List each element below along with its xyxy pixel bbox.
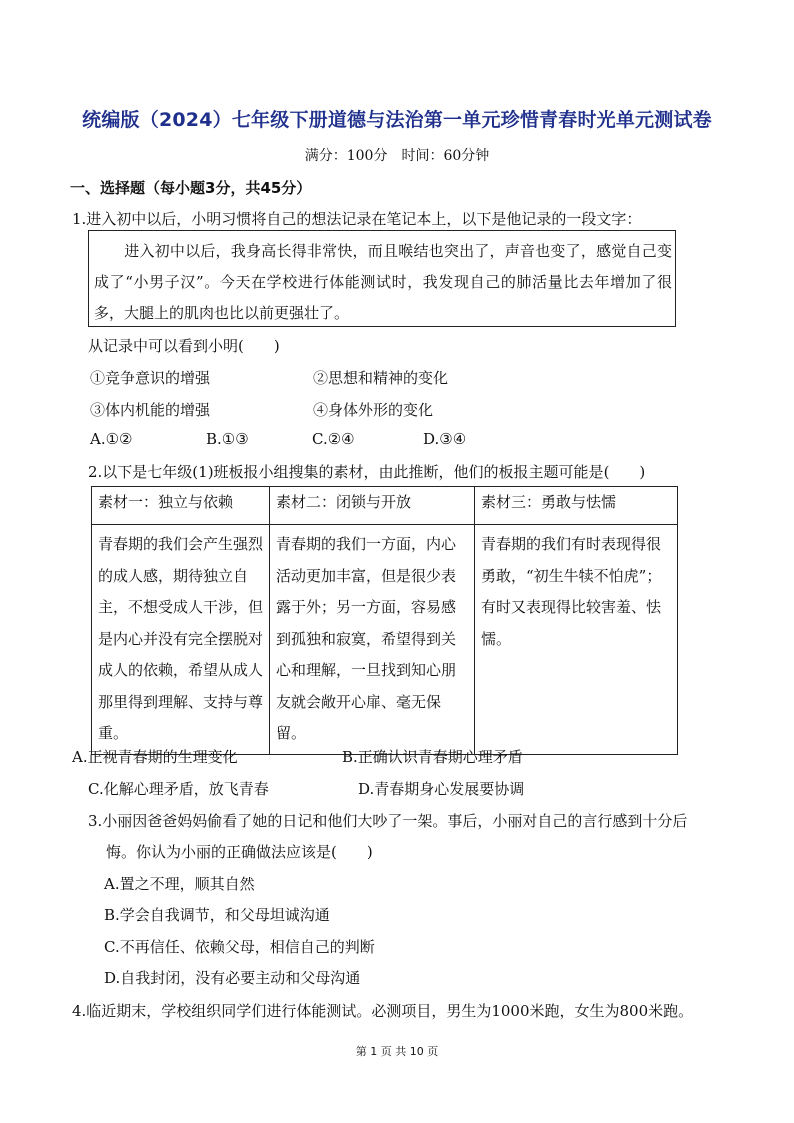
q1-option-4: ④身体外形的变化 [313, 401, 434, 419]
q2-choice-b: B.正确认识青春期心理矛盾 [342, 748, 523, 766]
q2-material-table [91, 486, 678, 755]
section-heading: 一、选择题（每小题3分，共45分） [70, 179, 312, 197]
q1-option-1: ①竞争意识的增强 [90, 369, 211, 387]
table-header-1: 素材一：独立与依赖 [92, 487, 270, 525]
q3-choice-c: C.不再信任、依赖父母，相信自己的判断 [104, 938, 375, 956]
q1-option-3: ③体内机能的增强 [90, 401, 211, 419]
q4-stem: 4.临近期末，学校组织同学们进行体能测试。必测项目，男生为1000米跑，女生为800米跑。 [72, 1002, 694, 1020]
q1-option-2: ②思想和精神的变化 [313, 369, 449, 387]
q1-quote-text: 进入初中以后，我身高长得非常快，而且喉结也突出了，声音也变了，感觉自己变成了“小男子汉”。今天在学校进行体能测试时，我发现自己的肺活量比去年增加了很多，大腿上的肌肉也比以前更强壮了。 [94, 242, 672, 322]
exam-info: 满分：100分 时间：60分钟 [304, 148, 490, 164]
table-cell-3: 青春期的我们有时表现得很勇敢，“初生牛犊不怕虎”；有时又表现得比较害羞、怯懦。 [475, 525, 678, 755]
q1-question: 从记录中可以看到小明( ) [88, 337, 280, 355]
table-header-2: 素材二：闭锁与开放 [270, 487, 475, 525]
q3-stem-line2: 悔。你认为小丽的正确做法应该是( ) [106, 843, 373, 861]
q1-choice-b: B.①③ [206, 430, 249, 448]
q1-stem: 1.进入初中以后，小明习惯将自己的想法记录在笔记本上，以下是他记录的一段文字： [72, 210, 642, 228]
table-header-3: 素材三：勇敢与怯懦 [475, 487, 678, 525]
q3-choice-b: B.学会自我调节，和父母坦诚沟通 [104, 906, 330, 924]
q3-choice-d: D.自我封闭，没有必要主动和父母沟通 [104, 969, 361, 987]
page-footer: 第 1 页 共 10 页 [355, 1045, 439, 1058]
exam-title: 统编版（2024）七年级下册道德与法治第一单元珍惜青春时光单元测试卷 [82, 109, 712, 131]
q2-choice-a: A.正视青春期的生理变化 [72, 748, 238, 766]
q3-choice-a: A.置之不理，顺其自然 [104, 875, 255, 893]
q2-choice-d: D.青春期身心发展要协调 [358, 780, 525, 798]
q1-choice-c: C.②④ [312, 430, 355, 448]
table-cell-1: 青春期的我们会产生强烈的成人感，期待独立自主，不想受成人干涉，但是内心并没有完全摆脱对成人的依赖，希望从成人那里得到理解、支持与尊重。 [92, 525, 270, 755]
q1-choice-a: A.①② [90, 430, 133, 448]
table-cell-2: 青春期的我们一方面，内心活动更加丰富，但是很少表露于外；另一方面，容易感到孤独和寂寞，希望得到关心和理解，一旦找到知心朋友就会敞开心扉、毫无保留。 [270, 525, 475, 755]
q2-stem: 2.以下是七年级(1)班板报小组搜集的素材，由此推断，他们的板报主题可能是( ) [88, 463, 646, 481]
q3-stem-line1: 3.小丽因爸爸妈妈偷看了她的日记和他们大吵了一架。事后，小丽对自己的言行感到十分后 [88, 812, 688, 830]
q1-choice-d: D.③④ [423, 430, 467, 448]
q2-choice-c: C.化解心理矛盾，放飞青春 [88, 780, 269, 798]
